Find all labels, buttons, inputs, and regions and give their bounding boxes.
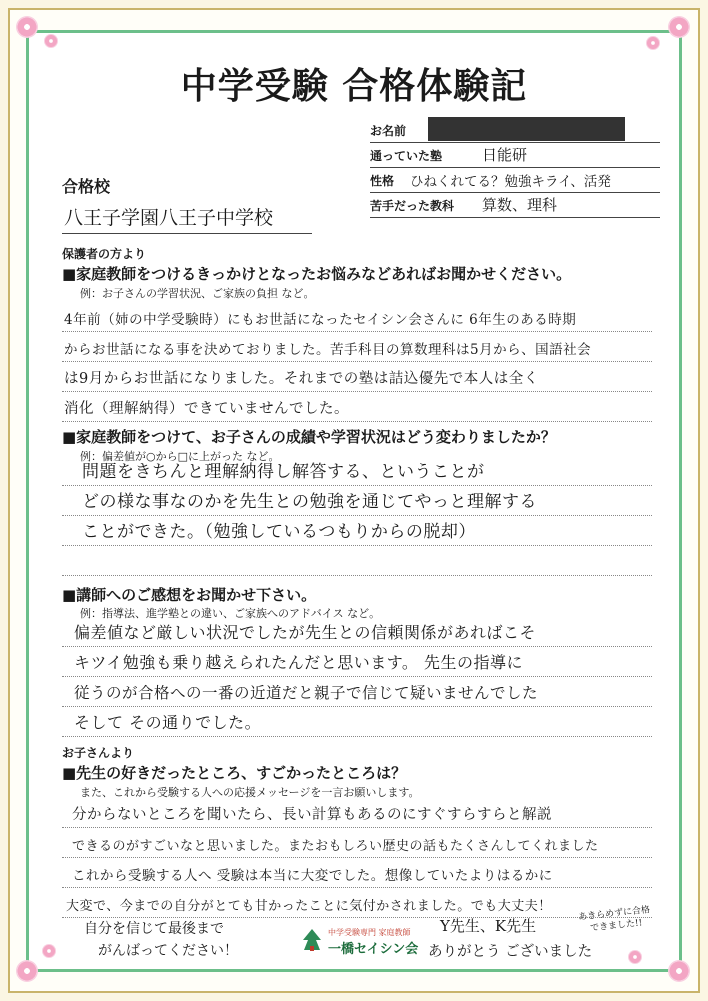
flower-icon xyxy=(42,944,56,958)
q4-title: ■先生の好きだったところ、すごかったところは？ xyxy=(62,764,407,782)
logo-tagline: 中学受験専門 家庭教師 xyxy=(328,928,411,937)
thanks-line: Y先生、K先生 xyxy=(440,917,537,935)
answer-line: 消化（理解納得）できていませんでした。 xyxy=(62,392,652,422)
flower-icon xyxy=(668,16,690,38)
answer-line: これから受験する人へ 受験は本当に大変でした。想像していたよりはるかに xyxy=(62,858,652,888)
school-name: 八王子学園八王子中学校 xyxy=(64,207,274,229)
juku-value: 日能研 xyxy=(482,146,528,164)
q1-answer xyxy=(62,302,652,422)
logo-name: 一橋セイシン会 xyxy=(328,942,419,957)
juku-label: 通っていた塾 xyxy=(370,149,443,163)
redacted-name xyxy=(428,117,625,141)
flower-icon xyxy=(628,950,642,964)
kid-message-line: 自分を信じて最後まで xyxy=(84,921,224,937)
kid-message-line: がんばってください！ xyxy=(98,943,238,959)
name-label: お名前 xyxy=(370,124,407,138)
answer-line: どの様な事なのかを先生との勉強を通じてやっと理解する xyxy=(62,486,652,516)
answer-line: 問題をきちんと理解納得し解答する、ということが xyxy=(62,456,652,486)
child-section-label: お子さんより xyxy=(62,746,135,760)
personality-row xyxy=(370,168,660,193)
page-title: 中学受験 合格体験記 xyxy=(180,66,528,107)
weak-subject-row xyxy=(370,193,660,218)
q4-answer xyxy=(62,798,652,918)
name-row xyxy=(370,118,660,143)
thanks-line: ありがとう ございました xyxy=(428,944,593,960)
q1-title: ■家庭教師をつけるきっかけとなったお悩みなどあればお聞かせください。 xyxy=(62,265,572,283)
answer-line: そして その通りでした。 xyxy=(62,707,652,737)
answer-line: 従うのが合格への一番の近道だと親子で信じて疑いませんでした xyxy=(62,677,652,707)
weak-subject-value: 算数、理科 xyxy=(482,196,558,214)
flower-icon xyxy=(16,960,38,982)
q1-example: 例：お子さんの学習状況、ご家族の負担 など。 xyxy=(80,287,315,300)
q3-example: 例：指導法、進学塾との違い、ご家族へのアドバイス など。 xyxy=(80,607,381,620)
info-table xyxy=(370,118,660,218)
juku-row xyxy=(370,143,660,168)
q2-answer xyxy=(62,456,652,576)
flower-icon xyxy=(646,36,660,50)
answer-line: 分からないところを聞いたら、長い計算もあるのにすぐすらすらと解説 xyxy=(62,798,652,828)
q3-answer xyxy=(62,617,652,737)
answer-line: からお世話になる事を決めておりました。苦手科目の算数理科は5月から、国語社会 xyxy=(62,332,652,362)
answer-line xyxy=(62,546,652,576)
parent-section-label: 保護者の方より xyxy=(62,247,147,261)
answer-line: 大変で、今までの自分がとても甘かったことに気付かされました。でも大丈夫！ xyxy=(62,888,652,918)
school-label: 合格校 xyxy=(62,177,111,196)
answer-line: は9月からお世話になりました。それまでの塾は詰込優先で本人は全く xyxy=(62,362,652,392)
answer-line: 4年前（姉の中学受験時）にもお世話になったセイシン会さんに 6年生のある時期 xyxy=(62,302,652,332)
personality-label: 性格 xyxy=(370,174,395,188)
q4-subtitle: また、これから受験する人への応援メッセージを一言お願いします。 xyxy=(80,786,420,799)
answer-line: キツイ勉強も乗り越えられたんだと思います。 先生の指導に xyxy=(62,647,652,677)
q3-title: ■講師へのご感想をお聞かせ下さい。 xyxy=(62,586,317,604)
personality-value: ひねくれてる？勉強キライ、活発 xyxy=(410,174,611,190)
corner-note: あきらめずに合格 xyxy=(577,905,651,923)
q2-title: ■家庭教師をつけて、お子さんの成績や学習状況はどう変わりましたか？ xyxy=(62,428,556,446)
answer-line: できるのがすごいなと思いました。またおもしろい歴史の話もたくさんしてくれました xyxy=(62,828,652,858)
flower-icon xyxy=(44,34,58,48)
answer-line: ことができた。（勉強しているつもりからの脱却） xyxy=(62,516,652,546)
corner-note: できました!! xyxy=(589,918,643,934)
school-value xyxy=(62,203,312,234)
logo-icon xyxy=(302,928,322,952)
flower-icon xyxy=(16,16,38,38)
answer-line: 偏差値など厳しい状況でしたが先生との信頼関係があればこそ xyxy=(62,617,652,647)
q2-example: 例：偏差値が○から□に上がった など。 xyxy=(80,450,280,463)
weak-subject-label: 苦手だった教科 xyxy=(370,199,455,213)
flower-icon xyxy=(668,960,690,982)
